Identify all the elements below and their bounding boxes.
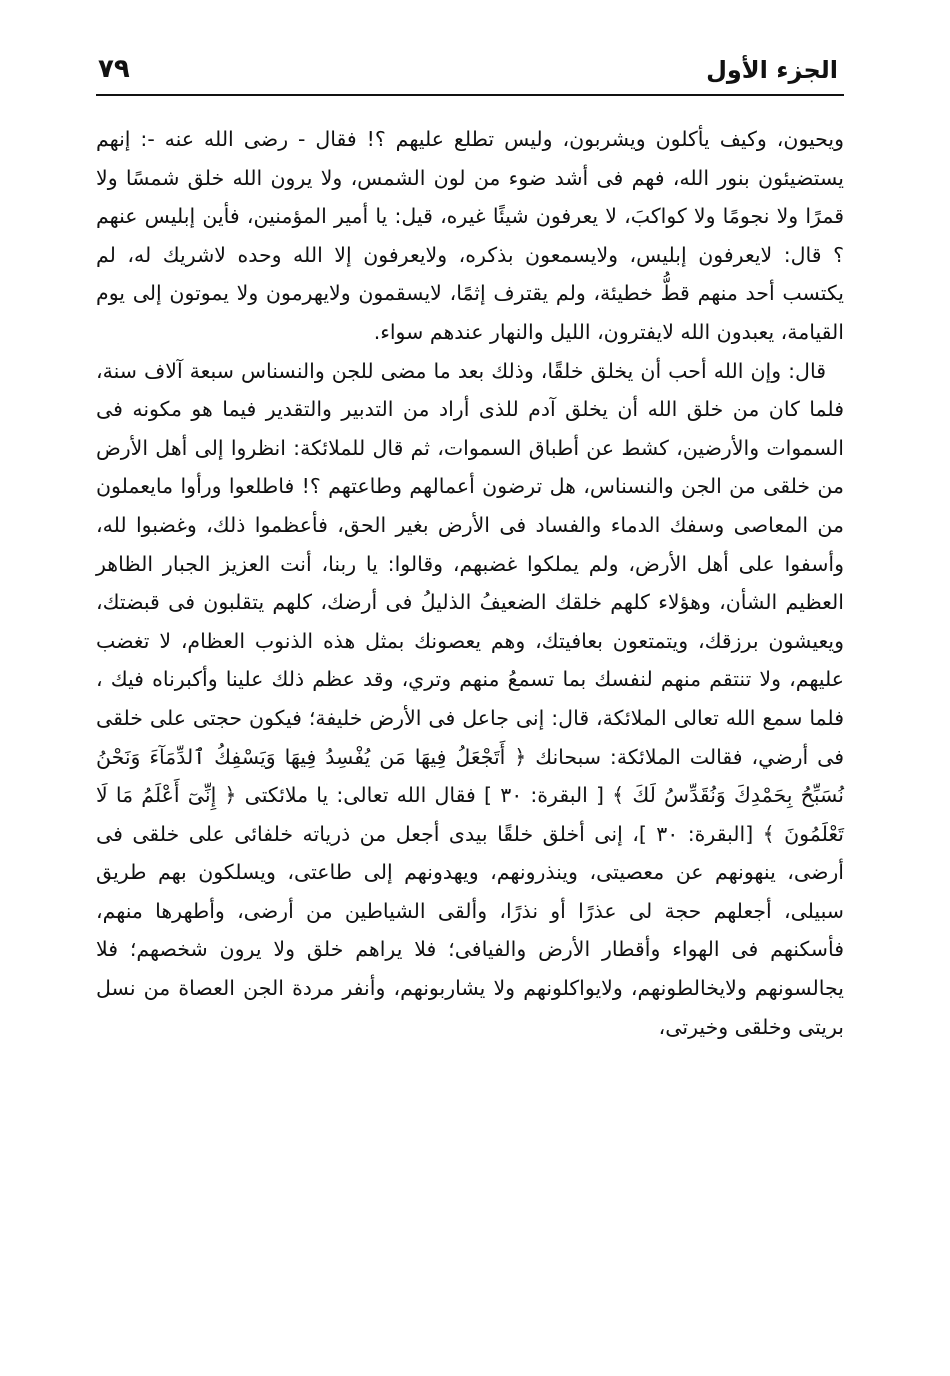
book-page [96, 54, 844, 1324]
body-text [96, 120, 844, 1046]
paragraph: قال: وإن الله أحب أن يخلق خلقًا، وذلك بعد ما مضى للجن والنسناس سبعة آلاف سنة، فلما كان من خلق الله أن يخلق آدم للذى أراد من التدبير والتقدير فيما هو مكونه فى السموات والأرضين، كشط عن أطباق السموات، ثم قال للملائكة: انظروا إلى أهل الأرض من خلقى من الجن والنسناس، هل ترضون أعمالهم وطاعتهم ؟! فاطلعوا ورأوا مايعملون من المعاصى وسفك الدماء والفساد فى الأرض بغير الحق، فأعظموا ذلك، وغضبوا لله، وأسفوا على أهل الأرض، ولم يملكوا غضبهم، وقالوا: يا ربنا، أنت العزيز الجبار الظاهر العظيم الشأن، وهؤلاء كلهم خلقك الضعيفُ الذليلُ فى أرضك، كلهم يتقلبون فى قبضتك، ويعيشون برزقك، ويتمتعون بعافيتك، وهم يعصونك بمثل هذه الذنوب العظام، لا تغضب عليهم، ولا تنتقم منهم لنفسك بما تسمعُ منهم وتري، وقد عظم ذلك علينا وأكبرناه فيك ، فلما سمع الله تعالى الملائكة، قال: إنى جاعل فى الأرض خليفة؛ فيكون حجتى على خلقى فى أرضي، فقالت الملائكة: سبحانك ﴿ أَتَجْعَلُ فِيهَا مَن يُفْسِدُ فِيهَا وَيَسْفِكُ ٱلدِّمَآءَ وَنَحْنُ نُسَبِّحُ بِحَمْدِكَ وَنُقَدِّسُ لَكَ ﴾ [ البقرة: ٣٠ ] فقال الله تعالى: يا ملائكتى ﴿ إِنِّىٓ أَعْلَمُ مَا لَا تَعْلَمُونَ ﴾ [البقرة: ٣٠ ]، إنى أخلق خلقًا بيدى أجعل من ذرياته خلفائى على خلقى فى أرضى، ينهونهم عن معصيتى، وينذرونهم، ويهدونهم إلى طاعتى، ويسلكون بهم طريق سبيلى، أجعلهم حجة لى عذرًا أو نذرًا، وألقى الشياطين من أرضى، وأطهرها منهم، فأسكنهم فى الهواء وأقطار الأرض والفيافى؛ فلا يراهم خلق ولا يرون شخصهم؛ فلا يجالسونهم ولايخالطونهم، ولايواكلونهم ولا يشاربونهم، وأنفر مردة الجن العصاة من نسل بريتى وخلقى وخيرتى، [96, 358, 844, 1039]
page-number: ٧٩ [98, 54, 130, 84]
running-header [96, 54, 844, 96]
paragraph: ويحيون، وكيف يأكلون ويشربون، وليس تطلع عليهم ؟! فقال - رضى الله عنه -: إنهم يستضيئون بنور الله، فهم فى أشد ضوء من لون الشمس، ولا يرون الله خلق شمسًا ولا قمرًا ولا نجومًا ولا كواكبَ، لا يعرفون شيئًا غيره، قيل: يا أمير المؤمنين، فأين إبليس عنهم ؟ قال: لايعرفون إبليس، ولايسمعون بذكره، ولايعرفون إلا الله وحده لاشريك له، لم يكتسب أحد منهم قطُّ خطيئة، ولم يقترف إثمًا، لايسقمون ولايهرمون ولا يموتون إلى يوم القيامة، يعبدون الله لايفترون، الليل والنهار عندهم سواء. [96, 127, 844, 344]
header-title: الجزء الأول [706, 56, 838, 84]
